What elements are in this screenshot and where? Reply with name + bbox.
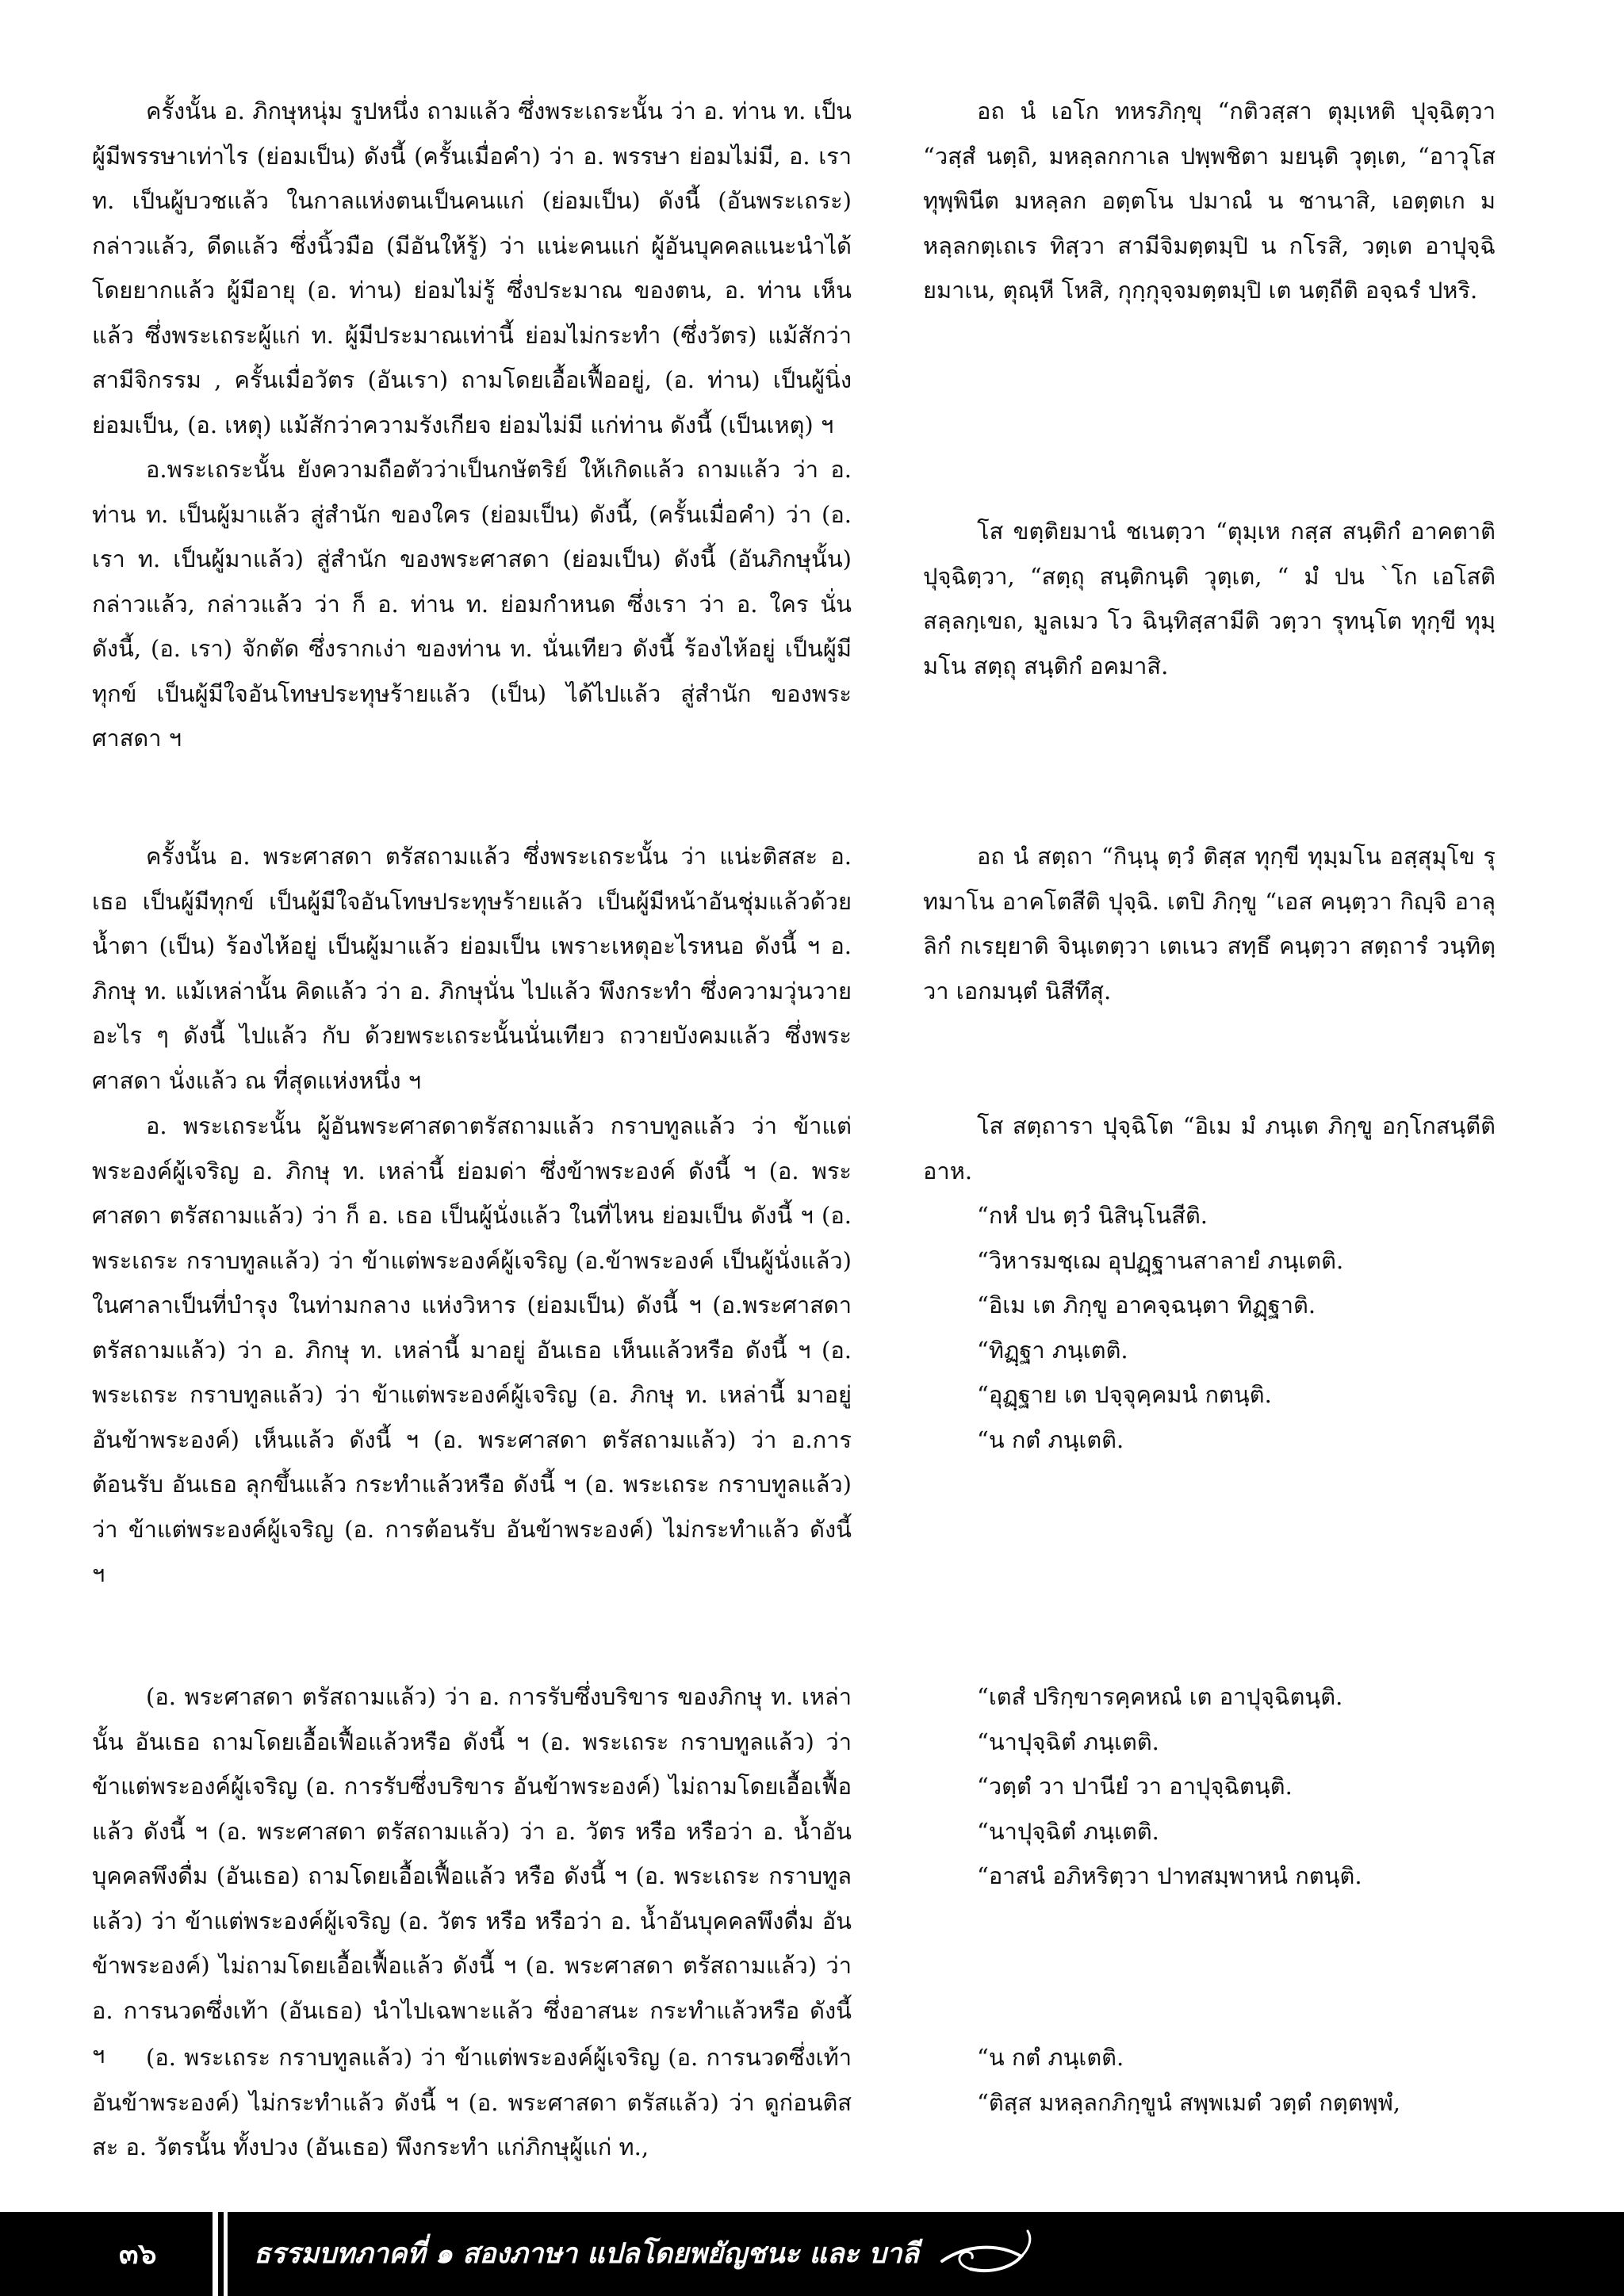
page-number: ๓๖ [119,2237,157,2271]
translation-paragraph: (อ. พระเถระ กราบทูลแล้ว) ว่า ข้าแต่พระองค์ผู้เจริญ (อ. การนวดซึ่งเท้า อันข้าพระองค์) ไม่กระทำแล้ว ดังนี้ ฯ (อ. พระศาสดา ตรัสแล้ว) ว่า ดูก่อนติสสะ อ. วัตรนั้น ทั้งปวง (อันเธอ) พึงกระทำ แก่ภิกษุผู้แก่ ท., [92,2044,852,2160]
translation-paragraph: อ.พระเถระนั้น ยังความถือตัวว่าเป็นกษัตริย์ ให้เกิดแล้ว ถามแล้ว ว่า อ. ท่าน ท. เป็นผู้มาแล้ว สู่สำนัก ของใคร (ย่อมเป็น) ดังนี้, (ครั้นเมื่อคำ) ว่า (อ. เรา ท. เป็นผู้มาแล้ว) สู่สำนัก ของพระศาสดา (ย่อมเป็น) ดังนี้ (อันภิกษุนั้น) กล่าวแล้ว, กล่าวแล้ว ว่า ก็ อ. ท่าน ท. ย่อมกำหนด ซึ่งเรา ว่า อ. ใคร นั่น ดังนี้, (อ. เรา) จักตัด ซึ่งรากเง่า ของท่าน ท. นั่นเทียว ดังนี้ ร้องไห้อยู่ เป็นผู้มีทุกข์ เป็นผู้มีใจอันโทษประทุษร้ายแล้ว (เป็น) ได้ไปแล้ว สู่สำนัก ของพระศาสดา ฯ [92,456,852,752]
dialogue-line: “วิหารมชฺเฌ อุปฏฺฐานสาลายํ ภนฺเตติ. [977,1246,1344,1274]
dialogue-line: “อิเม เต ภิกฺขู อาคจฺฉนฺตา ทิฏฺฐาติ. [977,1292,1316,1318]
pali-paragraph: โส ขตฺติยมานํ ชเนตฺวา “ตุมฺเห กสฺส สนฺติกํ อาคตาติ ปุจฺฉิตฺวา, “สตฺถุ สนฺติกนฺติ วุตฺเต, “ มํ ปน `โก เอโสติ สลฺลกฺเขถ, มูลเมว โว ฉินฺทิสฺสามีติ วตฺวา รุทนฺโต ทุกฺขี ทุมฺมโน สตฺถุ สนฺติกํ อคมาสิ. [923,518,1496,679]
pali-section-4 [923,1104,1496,1462]
dialogue-line: “นาปุจฺฉิตํ ภนฺเตติ. [977,1817,1159,1845]
dialogue-line: “เตสํ ปริกฺขารคฺคหณํ เต อาปุจฺฉิตนฺติ. [977,1683,1343,1710]
dialogue-line: “กหํ ปน ตฺวํ นิสินฺโนสีติ. [977,1202,1208,1229]
translation-section-4 [92,1674,852,2078]
dialogue-line: “น กตํ ภนฺเตติ. [977,2044,1124,2071]
translation-paragraph: ครั้งนั้น อ. ภิกษุหนุ่ม รูปหนึ่ง ถามแล้ว ซึ่งพระเถระนั้น ว่า อ. ท่าน ท. เป็นผู้มีพรรษาเท่าไร (ย่อมเป็น) ดังนี้ (ครั้นเมื่อคำ) ว่า อ. พรรษา ย่อมไม่มี, อ. เรา ท. เป็นผู้บวชแล้ว ในกาลแห่งตนเป็นคนแก่ (ย่อมเป็น) ดังนี้ (อันพระเถระ) กล่าวแล้ว, ดีดแล้ว ซึ่งนิ้วมือ (มีอันให้รู้) ว่า แน่ะคนแก่ ผู้อันบุคคลแนะนำได้โดยยากแล้ว ผู้มีอายุ (อ. ท่าน) ย่อมไม่รู้ ซึ่งประมาณ ของตน, อ. ท่าน เห็นแล้ว ซึ่งพระเถระผู้แก่ ท. ผู้มีประมาณเท่านี้ ย่อมไม่กระทำ (ซึ่งวัตร) แม้สักว่าสามีจิกรรม , ครั้นเมื่อวัตร (อันเรา) ถามโดยเอื้อเฟื้ออยู่, (อ. ท่าน) เป็นผู้นิ่ง ย่อมเป็น, (อ. เหตุ) แม้สักว่าความรังเกียจ ย่อมไม่มี แก่ท่าน ดังนี้ (เป็นเหตุ) ฯ [92,98,852,438]
pali-section-5 [923,1674,1496,1899]
dialogue-line: “อุฏฺฐาย เต ปจฺจุคฺคมนํ กตนฺติ. [977,1381,1272,1408]
translation-paragraph: (อ. พระศาสดา ตรัสถามแล้ว) ว่า อ. การรับซึ่งบริขาร ของภิกษุ ท. เหล่านั้น อันเธอ ถามโดยเอื้อเฟื้อแล้วหรือ ดังนี้ ฯ (อ. พระเถระ กราบทูลแล้ว) ว่า ข้าแต่พระองค์ผู้เจริญ (อ. การรับซึ่งบริขาร อันข้าพระองค์) ไม่ถามโดยเอื้อเฟื้อแล้ว ดังนี้ ฯ (อ. พระศาสดา ตรัสถามแล้ว) ว่า อ. วัตร หรือ หรือว่า อ. น้ำอันบุคคลพึงดื่ม (อันเธอ) ถามโดยเอื้อเฟื้อแล้ว หรือ ดังนี้ ฯ (อ. พระเถระ กราบทูลแล้ว) ว่า ข้าแต่พระองค์ผู้เจริญ (อ. วัตร หรือ หรือว่า อ. น้ำอันบุคคลพึงดื่ม อันข้าพระองค์) ไม่ถามโดยเอื้อเฟื้อแล้ว ดังนี้ ฯ (อ. พระศาสดา ตรัสถามแล้ว) ว่า อ. การนวดซึ่งเท้า (อันเธอ) นำไปเฉพาะแล้ว ซึ่งอาสนะ กระทำแล้วหรือ ดังนี้ ฯ [92,1683,852,2068]
translation-paragraph: ครั้งนั้น อ. พระศาสดา ตรัสถามแล้ว ซึ่งพระเถระนั้น ว่า แน่ะติสสะ อ. เธอ เป็นผู้มีทุกข์ เป็นผู้มีใจอันโทษประทุษร้ายแล้ว เป็นผู้มีหน้าอันชุ่มแล้วด้วยน้ำตา (เป็น) ร้องไห้อยู่ เป็นผู้มาแล้ว ย่อมเป็น เพราะเหตุอะไรหนอ ดังนี้ ฯ อ. ภิกษุ ท. แม้เหล่านั้น คิดแล้ว ว่า อ. ภิกษุนั่น ไปแล้ว พึงกระทำ ซึ่งความวุ่นวาย อะไร ๆ ดังนี้ ไปแล้ว กับ ด้วยพระเถระนั้นนั่นเทียว ถวายบังคมแล้ว ซึ่งพระศาสดา นั่งแล้ว ณ ที่สุดแห่งหนึ่ง ฯ [92,843,852,1094]
pali-paragraph: อถ นํ สตฺถา “กินฺนุ ตฺวํ ติสฺส ทุกฺขี ทุมฺมโน อสฺสุมุโข รุทมาโน อาคโตสีติ ปุจฺฉิ. เตปิ ภิกฺขู “เอส คนฺตฺวา กิญฺจิ อาลุลิกํ กเรยฺยาติ จินฺเตตฺวา เตเนว สทฺธึ คนฺตฺวา สตฺถารํ วนฺทิตฺวา เอกมนฺตํ นิสีทึสุ. [923,843,1496,1004]
dialogue-line: “ทิฏฺฐา ภนฺเตติ. [977,1336,1128,1364]
pali-section-3 [923,834,1496,1013]
translation-paragraph: อ. พระเถระนั้น ผู้อันพระศาสดาตรัสถามแล้ว กราบทูลแล้ว ว่า ข้าแต่พระองค์ผู้เจริญ อ. ภิกษุ ท. เหล่านี้ ย่อมด่า ซึ่งข้าพระองค์ ดังนี้ ฯ (อ. พระศาสดา ตรัสถามแล้ว) ว่า ก็ อ. เธอ เป็นผู้นั่งแล้ว ในที่ไหน ย่อมเป็น ดังนี้ ฯ (อ. พระเถระ กราบทูลแล้ว) ว่า ข้าแต่พระองค์ผู้เจริญ (อ.ข้าพระองค์ เป็นผู้นั่งแล้ว) ในศาลาเป็นที่บำรุง ในท่ามกลาง แห่งวิหาร (ย่อมเป็น) ดังนี้ ฯ (อ.พระศาสดา ตรัสถามแล้ว) ว่า อ. ภิกษุ ท. เหล่านี้ มาอยู่ อันเธอ เห็นแล้วหรือ ดังนี้ ฯ (อ. พระเถระ กราบทูลแล้ว) ว่า ข้าแต่พระองค์ผู้เจริญ (อ. ภิกษุ ท. เหล่านี้ มาอยู่ อันข้าพระองค์) เห็นแล้ว ดังนี้ ฯ (อ. พระศาสดา ตรัสถามแล้ว) ว่า อ.การต้อนรับ อันเธอ ลุกขึ้นแล้ว กระทำแล้วหรือ ดังนี้ ฯ (อ. พระเถระ กราบทูลแล้ว) ว่า ข้าแต่พระองค์ผู้เจริญ (อ. การต้อนรับ อันข้าพระองค์) ไม่กระทำแล้ว ดังนี้ ฯ [92,1112,852,1587]
dialogue-line: “นาปุจฺฉิตํ ภนฺเตติ. [977,1728,1159,1755]
dialogue-line: “น กตํ ภนฺเตติ. [977,1425,1124,1453]
dialogue-line: “วตฺตํ วา ปานียํ วา อาปุจฺฉิตนฺติ. [977,1773,1293,1800]
translation-section-1 [92,89,852,761]
dialogue-line: “อาสนํ อภิหริตฺวา ปาทสมฺพาหนํ กตนฺติ. [977,1862,1362,1889]
pali-paragraph: โส สตฺถารา ปุจฺฉิโต “อิเม มํ ภนฺเต ภิกฺขู อกฺโกสนฺตีติ อาห. [923,1112,1496,1184]
translation-section-2 [92,834,852,1103]
pali-section-2 [923,509,1496,688]
pali-paragraph: อถ นํ เอโก ทหรภิกฺขุ “กติวสฺสา ตุมฺเหติ ปุจฺฉิตฺวา “วสฺสํ นตฺถิ, มหลฺลกกาเล ปพฺพชิตา มยนฺติ วุตฺเต, “อาวุโส ทุพฺพินีต มหลฺลก อตฺตโน ปมาณํ น ชานาสิ, เอตฺตเก มหลฺลกตฺเถเร ทิสฺวา สามีจิมตฺตมฺปิ น กโรสิ, วตฺเต อาปุจฺฉิยมาเน, ตุณฺหี โหสิ, กุกฺกุจฺจมตฺตมฺปิ เต นตฺถีติ อจฺฉรํ ปหริ. [923,98,1496,304]
book-title: ธรรมบทภาคที่ ๑ สองภาษา แปลโดยพยัญชนะ และ บาลี [254,2237,919,2270]
translation-section-5 [92,2035,852,2170]
flourish-ornament-icon [936,2212,1039,2296]
pali-section-6 [923,2035,1496,2125]
dialogue-line: “ติสฺส มหลฺลกภิกฺขูนํ สพฺพเมตํ วตฺตํ กตฺตพฺพํ, [977,2088,1401,2116]
pali-section-1 [923,89,1496,313]
translation-section-3 [92,1104,852,1597]
